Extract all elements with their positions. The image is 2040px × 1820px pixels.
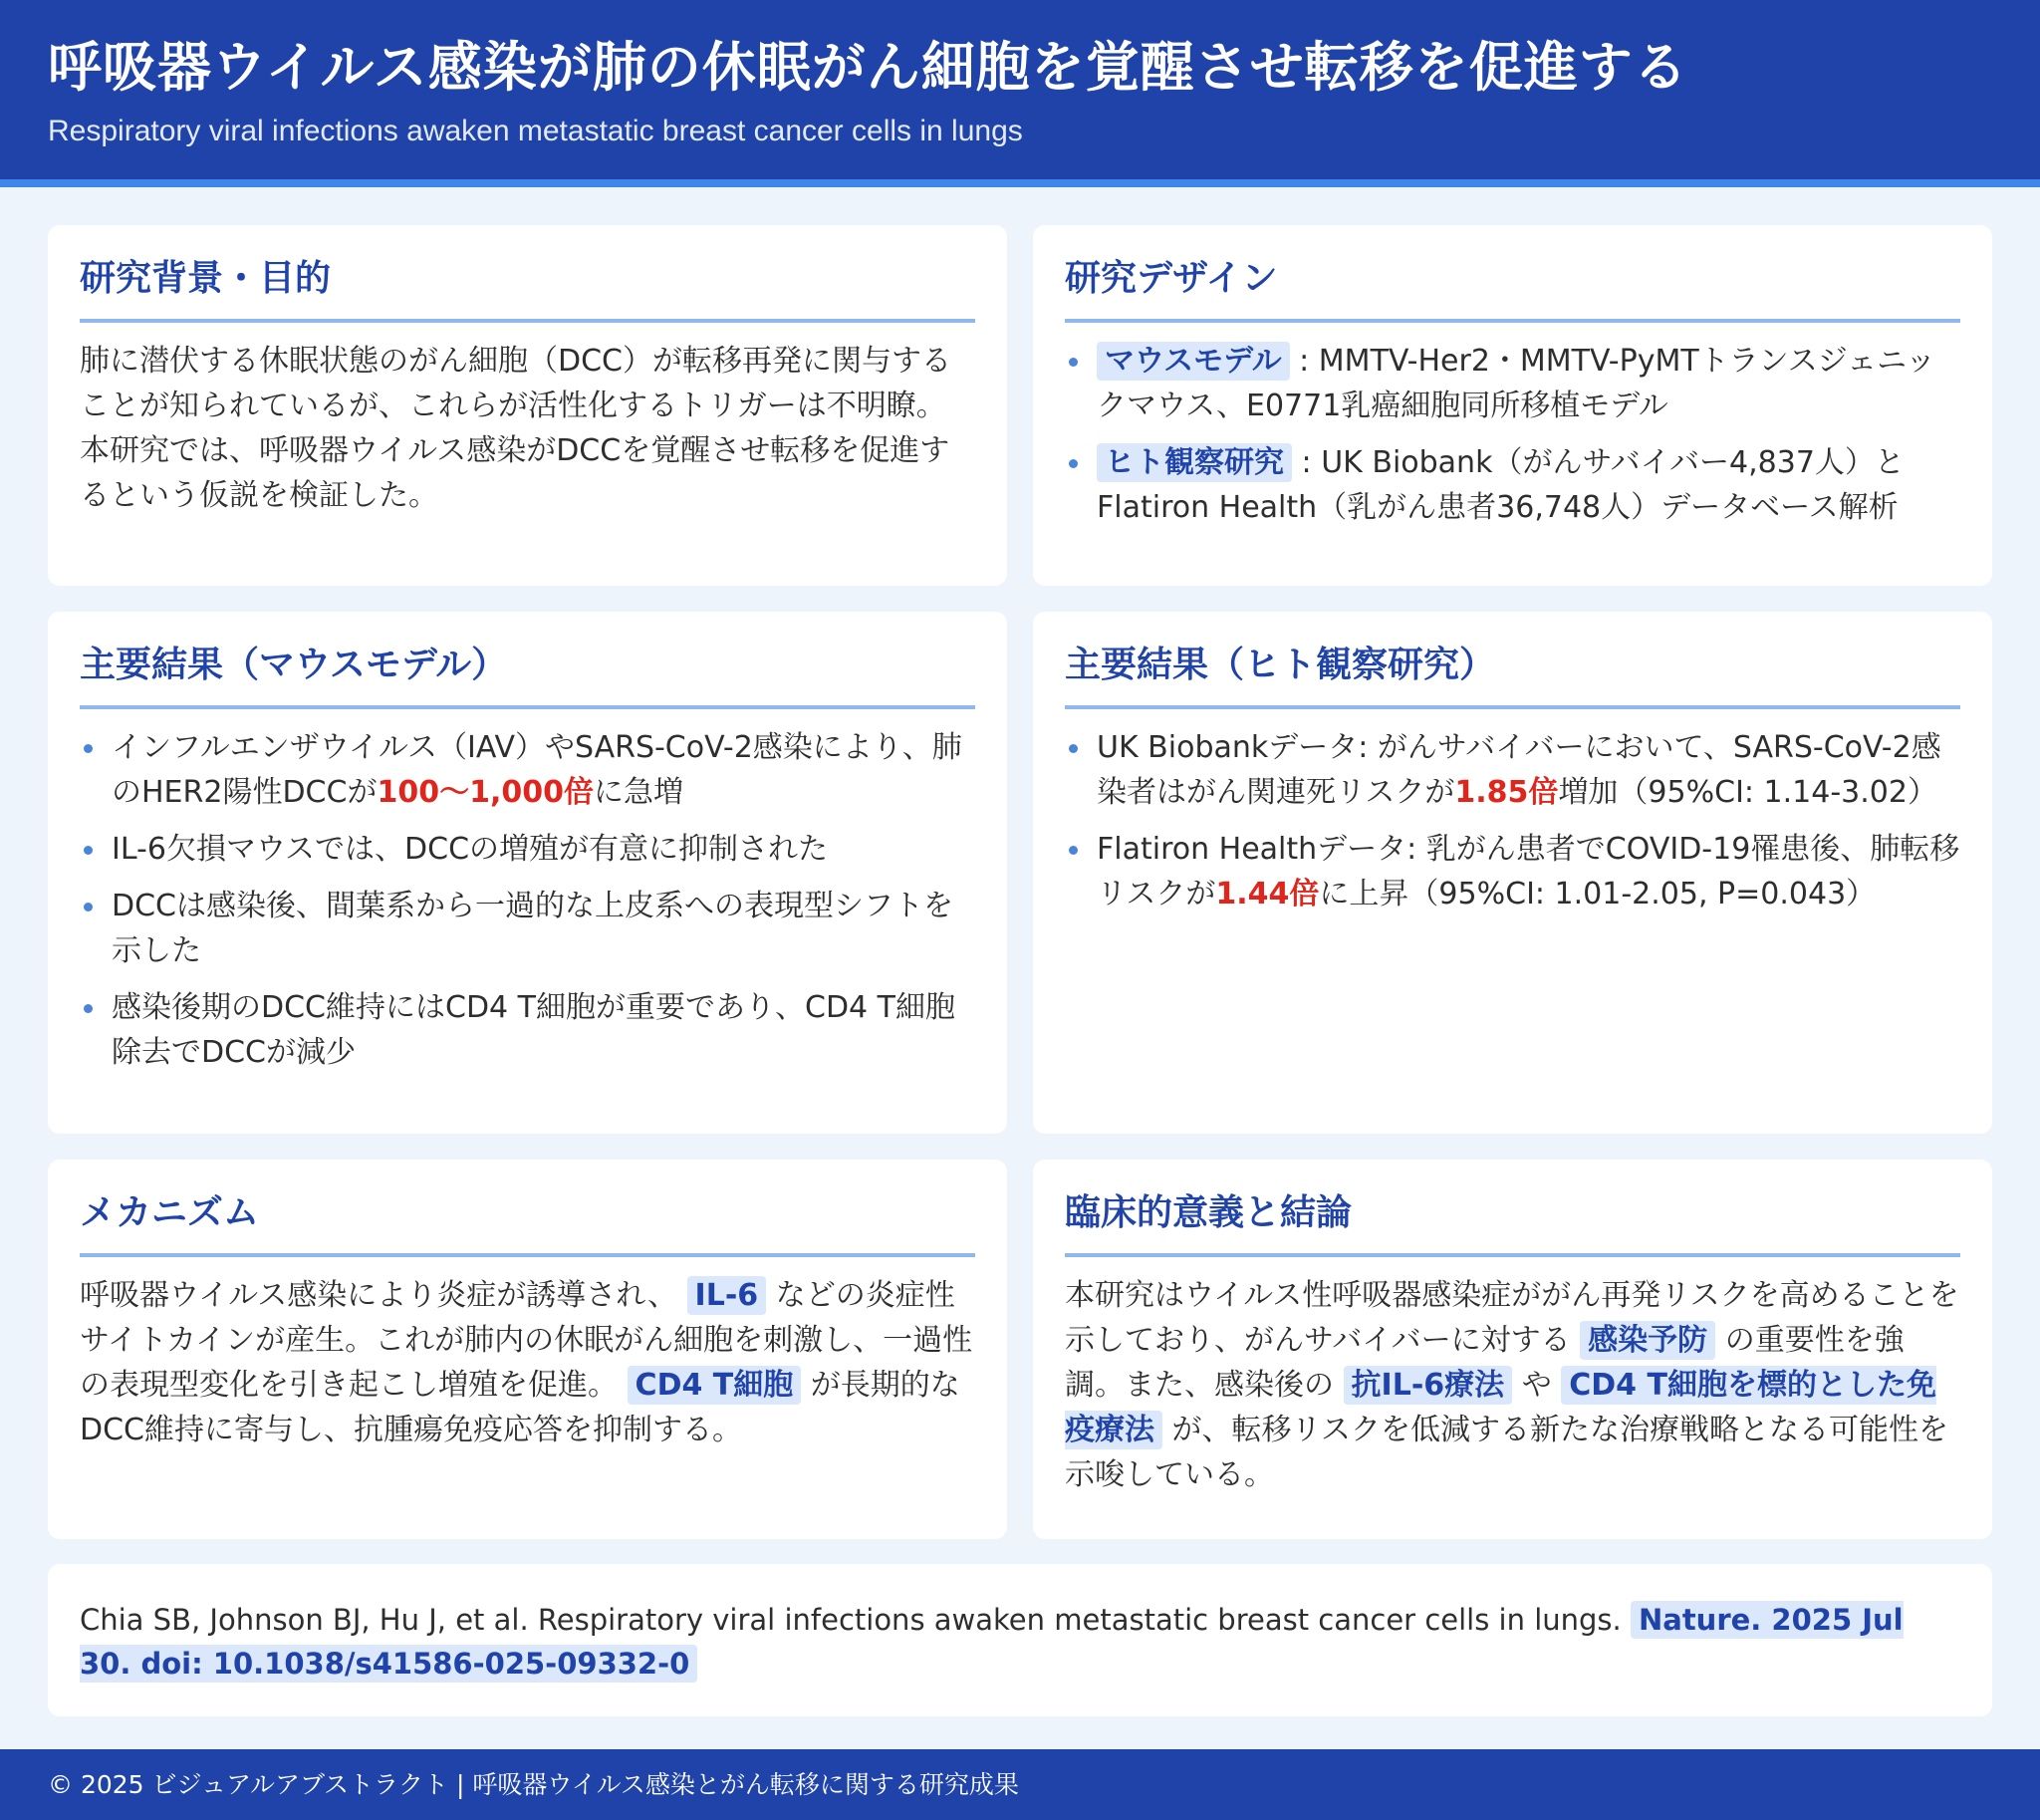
mouse-result-text: インフルエンザウイルス（IAV）やSARS-CoV-2感染により、肺のHER2陽性DCCが [112,730,962,810]
reference-card [48,1564,1992,1716]
human-result-item [1065,827,1960,916]
design-item [1065,339,1960,428]
page-title: 呼吸器ウイルス感染が肺の休眠がん細胞を覚醒させ転移を促進する [48,36,1688,99]
fold-increase-value: 100〜1,000倍 [377,775,594,810]
header-banner [0,0,2040,187]
human-result-text: Flatiron Healthデータ: 乳がん患者でCOVID-19罹患後、肺転移リスクが [1097,832,1960,911]
mouse-results-list [80,725,975,1075]
human-results-heading: 主要結果（ヒト観察研究） [1065,640,1960,709]
human-results-list [1065,725,1960,916]
mouse-result-item: 感染後期のDCC維持にはCD4 T細胞が重要であり、CD4 T細胞除去でDCCが減少 [80,985,975,1075]
doi-link[interactable]: Nature. 2025 Jul 30. doi: 10.1038/s41586-025-09332-0 [80,1603,1904,1681]
mechanism-card [48,1160,1007,1539]
mouse-results-card [48,612,1007,1134]
il6-tag: IL-6 [687,1276,767,1315]
conclusion-text: 本研究はウイルス性呼吸器感染症ががん再発リスクを高めることを示しており、がんサバイバーに対する 感染予防 の重要性を強調。また、感染後の 抗IL-6療法 や CD4 T細胞を標的とした免疫療法 が、転移リスクを低減する新たな治療戦略となる可能性を示唆している。 [1065,1278,1959,1492]
design-item [1065,440,1960,530]
mouse-result-item [80,725,975,815]
human-result-text: 増加（95%CI: 1.14-3.02） [1558,775,1937,810]
mechanism-text: 呼吸器ウイルス感染により炎症が誘導され、 IL-6 などの炎症性サイトカインが産生。これが肺内の休眠がん細胞を刺激し、一過性の表現型変化を引き起こし増殖を促進。 CD4 T細胞 が長期的なDCC維持に寄与し、抗腫瘍免疫応答を抑制する。 [80,1278,973,1447]
background-text: 肺に潜伏する休眠状態のがん細胞（DCC）が転移再発に関与することが知られているが、これらが活性化するトリガーは不明瞭。本研究では、呼吸器ウイルス感染がDCCを覚醒させ転移を促進するという仮説を検証した。 [80,344,951,513]
anti-il6-tag: 抗IL-6療法 [1344,1366,1513,1405]
human-result-item [1065,725,1960,815]
background-heading: 研究背景・目的 [80,253,975,323]
risk-ratio-value: 1.85倍 [1454,775,1559,810]
design-item-text: : UK Biobank（がんサバイバー4,837人）とFlatiron Health（乳がん患者36,748人）データベース解析 [1097,445,1905,525]
design-heading: 研究デザイン [1065,253,1960,323]
mouse-result-item: DCCは感染後、間葉系から一過的な上皮系への表現型シフトを示した [80,884,975,973]
mouse-results-heading: 主要結果（マウスモデル） [80,640,975,709]
design-list [1065,339,1960,530]
risk-ratio-value: 1.44倍 [1215,877,1320,911]
cd4-immunotherapy-tag: CD4 T細胞を標的とした免疫療法 [1065,1368,1936,1447]
mechanism-heading: メカニズム [80,1187,975,1257]
background-card [48,225,1007,586]
cd4-tag: CD4 T細胞 [628,1366,802,1405]
mouse-result-item: IL-6欠損マウスでは、DCCの増殖が有意に抑制された [80,827,975,872]
human-results-card [1033,612,1992,1134]
human-result-text: に上昇（95%CI: 1.01-2.05, P=0.043） [1319,877,1877,911]
conclusion-heading: 臨床的意義と結論 [1065,1187,1960,1257]
design-item-tag: マウスモデル [1097,342,1290,381]
citation [80,1598,1960,1686]
design-item-text: : MMTV-Her2・MMTV-PyMTトランスジェニックマウス、E0771乳癌細胞同所移植モデル [1097,344,1935,423]
citation-text: Chia SB, Johnson BJ, Hu J, et al. Respiratory viral infections awaken metastatic breast cancer cells in lungs. [80,1603,1622,1637]
infection-prevention-tag: 感染予防 [1580,1321,1715,1360]
mouse-result-text: に急増 [593,775,683,810]
design-item-tag: ヒト観察研究 [1097,443,1292,482]
conclusion-card [1033,1160,1992,1539]
human-result-text: UK Biobankデータ: がんサバイバーにおいて、SARS-CoV-2感染者はがん関連死リスクが [1097,730,1941,810]
design-card [1033,225,1992,586]
page-subtitle: Respiratory viral infections awaken metastatic breast cancer cells in lungs [48,115,1023,147]
footer: © 2025 ビジュアルアブストラクト | 呼吸器ウイルス感染とがん転移に関する研究成果 [0,1749,2040,1820]
